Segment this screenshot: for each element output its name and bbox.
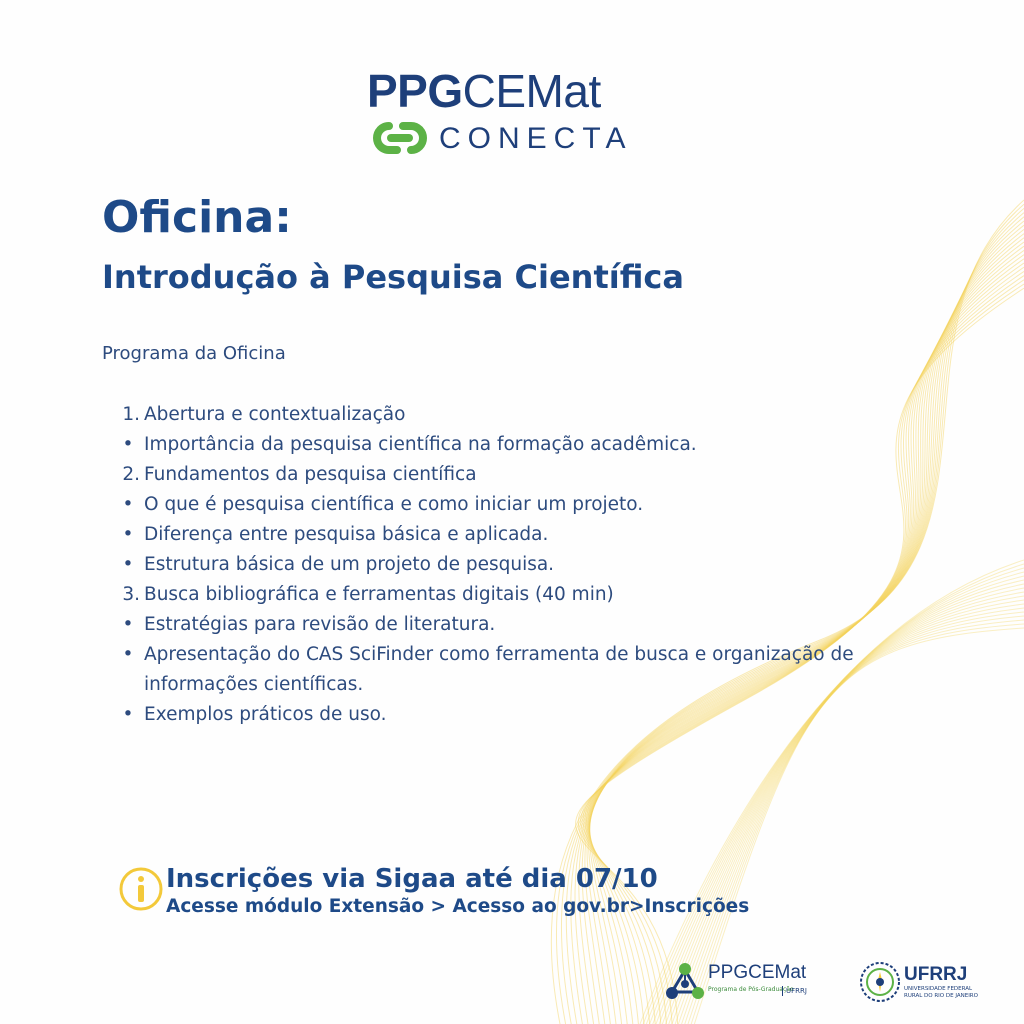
agenda-list xyxy=(118,400,938,730)
agenda-marker: • xyxy=(122,554,134,575)
agenda-marker: • xyxy=(122,434,134,455)
molecule-icon xyxy=(664,962,706,1004)
agenda-marker: • xyxy=(122,494,134,515)
footer-ufrrj-name: UFRRJ xyxy=(904,964,968,985)
agenda-marker: 1. xyxy=(122,404,140,425)
page-title: Oficina: xyxy=(102,192,292,243)
footer-ppg-uni: UFRRJ xyxy=(782,986,807,996)
agenda-text: Apresentação do CAS SciFinder como ferramenta de busca e organização de informações científicas. xyxy=(144,644,854,695)
program-label: Programa da Oficina xyxy=(102,343,286,364)
agenda-text: Diferença entre pesquisa básica e aplicada. xyxy=(144,524,549,545)
agenda-item xyxy=(118,520,938,550)
agenda-text: Exemplos práticos de uso. xyxy=(144,704,387,725)
agenda-text: Estratégias para revisão de literatura. xyxy=(144,614,496,635)
conecta-link-icon xyxy=(367,122,433,154)
agenda-text: Importância da pesquisa científica na formação acadêmica. xyxy=(144,434,697,455)
footer-ppgcemat-logo xyxy=(664,958,849,1008)
agenda-text: Busca bibliográfica e ferramentas digitais (40 min) xyxy=(144,584,614,605)
footer-ufrrj-logo xyxy=(858,958,998,1008)
footer-ppg-sub: Programa de Pós-Graduação xyxy=(708,986,794,993)
agenda-text: O que é pesquisa científica e como iniciar um projeto. xyxy=(144,494,644,515)
agenda-item xyxy=(118,430,938,460)
logo-wordmark xyxy=(367,66,601,116)
signup-title: Inscrições via Sigaa até dia 07/10 xyxy=(166,864,658,894)
agenda-marker: 3. xyxy=(122,584,140,605)
page-subtitle: Introdução à Pesquisa Científica xyxy=(102,258,684,296)
agenda-marker: • xyxy=(122,644,134,665)
footer-ppg-name: PPGCEMat xyxy=(708,962,807,983)
agenda-marker: • xyxy=(122,614,134,635)
agenda-item xyxy=(118,550,938,580)
footer-ufrrj-sub: UNIVERSIDADE FEDERAL RURAL DO RIO DE JANEIRO xyxy=(904,986,978,999)
agenda-text: Abertura e contextualização xyxy=(144,404,406,425)
agenda-marker: 2. xyxy=(122,464,140,485)
conecta-tagline: CONECTA xyxy=(439,122,633,155)
agenda-marker: • xyxy=(122,704,134,725)
info-icon xyxy=(118,866,164,912)
agenda-item xyxy=(118,700,938,730)
agenda-item xyxy=(118,580,938,610)
agenda-item xyxy=(118,610,938,640)
agenda-item xyxy=(118,490,938,520)
agenda-text: Fundamentos da pesquisa científica xyxy=(144,464,477,485)
agenda-marker: • xyxy=(122,524,134,545)
signup-path: Acesse módulo Extensão > Acesso ao gov.br>Inscrições xyxy=(166,896,750,917)
agenda-item xyxy=(118,400,938,430)
university-seal-icon xyxy=(858,960,902,1004)
agenda-text: Estrutura básica de um projeto de pesquisa. xyxy=(144,554,555,575)
agenda-item xyxy=(118,640,938,700)
logo-bold-part: PPG xyxy=(367,65,463,117)
agenda-item xyxy=(118,460,938,490)
logo-light-part: CEMat xyxy=(462,65,601,117)
